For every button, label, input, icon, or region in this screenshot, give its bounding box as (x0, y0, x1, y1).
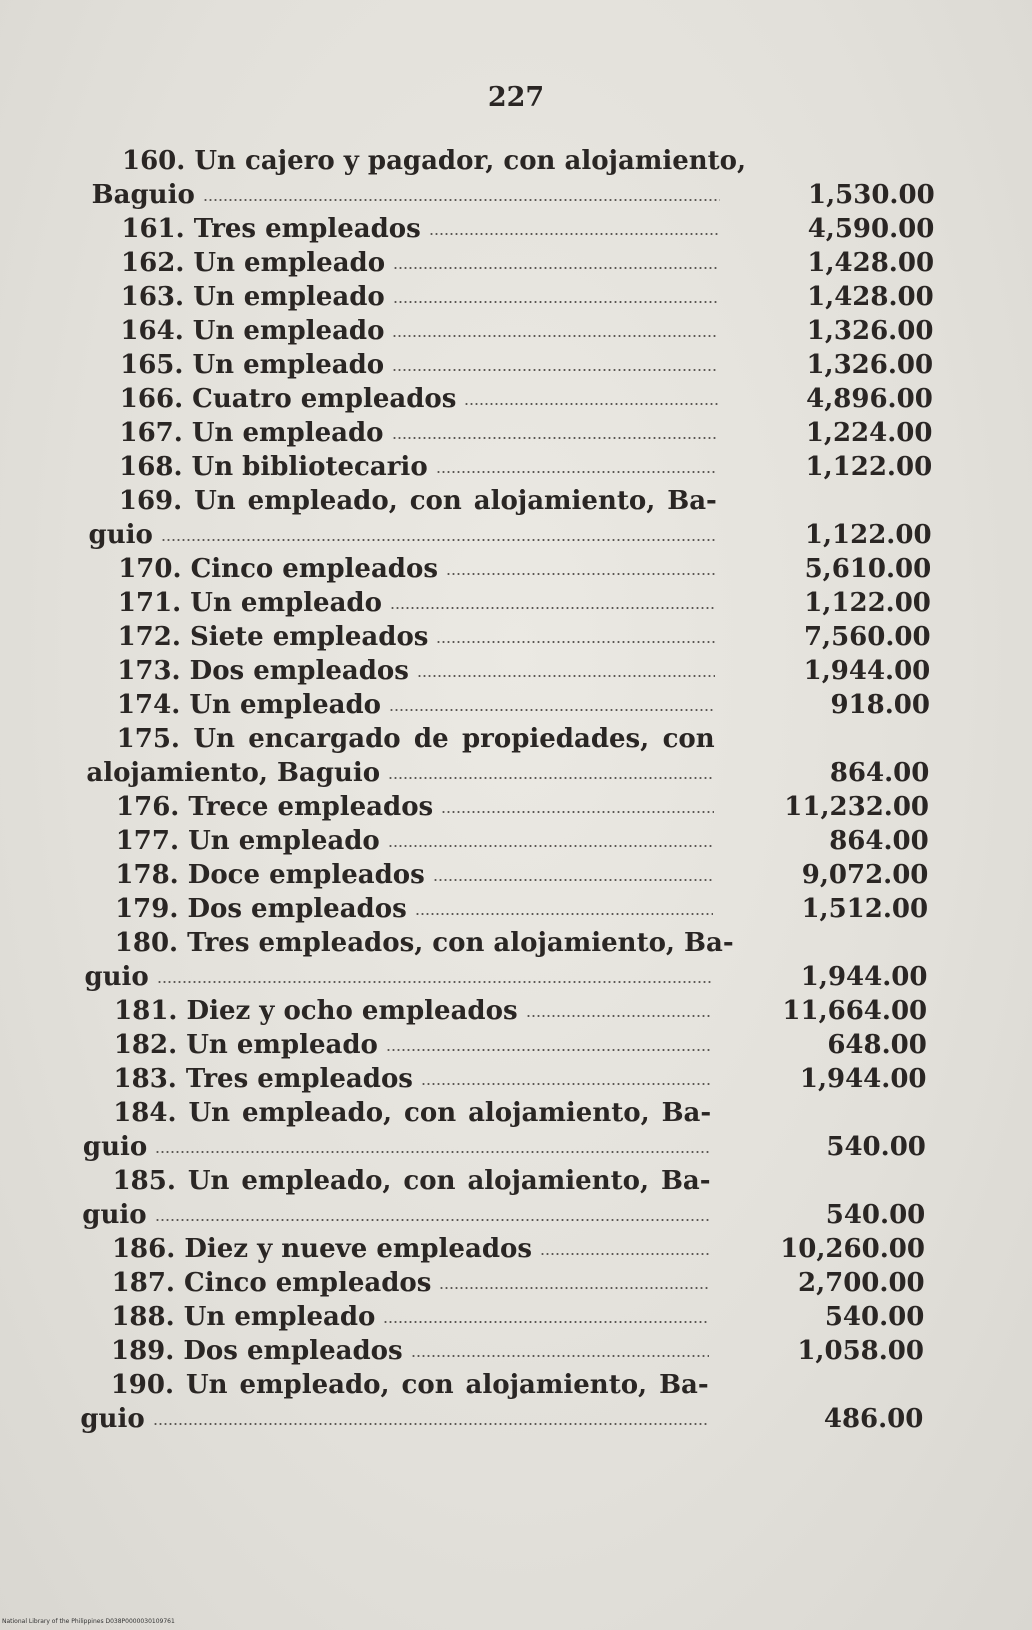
entry-text-line (111, 1334, 709, 1368)
entry-label: 185. Un empleado, con alojamiento, Ba- (112, 1166, 711, 1196)
entry-label: guio (80, 1404, 145, 1434)
entry-label: 165. Un empleado (120, 350, 385, 380)
entry-label: 188. Un empleado (111, 1302, 376, 1332)
entry-label: alojamiento, Baguio (86, 758, 381, 788)
entry-text-line (116, 790, 714, 824)
entry-amount: 1,224.00 (805, 418, 933, 448)
entry-label: 184. Un empleado, con alojamiento, Ba- (113, 1098, 712, 1128)
entry-amount: 1,428.00 (807, 248, 935, 278)
dot-leader (155, 1219, 711, 1221)
entry-text-line (122, 144, 747, 178)
entry-label: 162. Un empleado (121, 248, 386, 278)
dot-leader (388, 845, 714, 847)
entry-text-line (113, 1164, 711, 1198)
dot-leader (436, 641, 715, 643)
dot-leader (383, 1321, 709, 1323)
dot-leader (436, 471, 718, 473)
entry-label: Baguio (91, 180, 195, 210)
entry-text-line (114, 994, 712, 1028)
dot-leader (526, 1015, 713, 1017)
entry-text-line (84, 960, 712, 994)
dot-leader (441, 811, 714, 813)
entry-text-line (117, 654, 715, 688)
entry-amount: 1,944.00 (800, 962, 928, 992)
entry-label: 170. Cinco empleados (118, 554, 438, 584)
entry-label: 175. Un encargado de propiedades, con (116, 724, 715, 754)
dot-leader (392, 369, 718, 371)
entry-label: 160. Un cajero y pagador, con alojamiento, (122, 146, 747, 176)
dot-leader (390, 607, 716, 609)
entry-label: 176. Trece empleados (116, 792, 434, 822)
entry-text-line (118, 552, 716, 586)
entry-text-line (119, 416, 717, 450)
entry-text-line (116, 824, 714, 858)
entry-label: 168. Un bibliotecario (119, 452, 428, 482)
entry-amount: 10,260.00 (780, 1234, 925, 1264)
entry-text-line (120, 348, 718, 382)
dot-leader (393, 267, 719, 269)
dot-leader (464, 403, 717, 405)
dot-leader (386, 1049, 712, 1051)
entry-label: 169. Un empleado, con alojamiento, Ba- (118, 486, 717, 516)
entry-amount: 1,122.00 (804, 588, 931, 618)
entry-amount: 4,896.00 (806, 384, 933, 414)
entry-text-line (115, 892, 713, 926)
dot-leader (429, 233, 720, 235)
entry-amount: 1,944.00 (799, 1064, 927, 1094)
entry-label: guio (82, 1132, 148, 1162)
entry-label: 187. Cinco empleados (111, 1268, 432, 1298)
dot-leader (433, 879, 714, 881)
dot-leader (439, 1287, 709, 1289)
entry-text-line (119, 450, 717, 484)
entry-label: 161. Tres empleados (121, 214, 421, 244)
dot-leader (388, 777, 714, 779)
entry-amount: 486.00 (823, 1404, 924, 1434)
entry-label: 174. Un empleado (116, 690, 381, 720)
entry-amount: 1,944.00 (803, 656, 931, 686)
entry-label: 186. Diez y nueve empleados (111, 1234, 532, 1264)
entry-text-line (89, 518, 717, 552)
entry-label: 164. Un empleado (120, 316, 385, 346)
entry-text-line (114, 1028, 712, 1062)
dot-leader (540, 1253, 710, 1255)
dot-leader (157, 981, 713, 983)
entry-text-line (113, 1096, 711, 1130)
entry-text-line (92, 178, 720, 212)
entry-amount: 1,058.00 (797, 1336, 924, 1366)
dot-leader (203, 199, 720, 201)
page-number: 227 (487, 82, 545, 113)
entry-text-line (120, 314, 718, 348)
footer-note: National Library of the Philippines D038P0000030109761 (2, 1618, 175, 1625)
entry-label: 163. Un empleado (120, 282, 385, 312)
entry-amount: 540.00 (825, 1200, 926, 1230)
entry-amount: 1,326.00 (806, 350, 934, 380)
dot-leader (389, 709, 715, 711)
entry-amount: 1,326.00 (806, 316, 934, 346)
entry-label: 167. Un empleado (119, 418, 384, 448)
entry-amount: 1,428.00 (807, 282, 934, 312)
entry-amount: 918.00 (830, 690, 930, 720)
dot-leader (392, 335, 718, 337)
dot-leader (415, 913, 713, 915)
entry-text-line (114, 1062, 712, 1096)
dot-leader (153, 1423, 709, 1425)
entry-label: guio (82, 1200, 147, 1230)
entry-text-line (115, 858, 713, 892)
entry-label: 190. Un empleado, con alojamiento, Ba- (110, 1370, 709, 1400)
entry-text-line (80, 1402, 708, 1436)
entry-label: 178. Doce empleados (115, 860, 425, 890)
entry-amount: 864.00 (829, 758, 930, 788)
entry-amount: 1,122.00 (804, 520, 932, 550)
entry-text-line (111, 1300, 709, 1334)
entry-amount: 540.00 (826, 1132, 926, 1162)
entry-text-line (120, 382, 718, 416)
entry-amount: 11,664.00 (782, 996, 928, 1026)
entry-text-line (121, 212, 719, 246)
entry-label: 182. Un empleado (113, 1030, 378, 1060)
dot-leader (411, 1355, 709, 1357)
dot-leader (417, 675, 715, 677)
entry-text-line (118, 620, 716, 654)
entry-text-line (111, 1368, 709, 1402)
entry-amount: 11,232.00 (784, 792, 930, 822)
entry-amount: 1,530.00 (808, 180, 935, 210)
entry-amount: 1,122.00 (805, 452, 933, 482)
entry-amount: 648.00 (827, 1030, 927, 1060)
entry-amount: 5,610.00 (804, 554, 932, 584)
dot-leader (421, 1083, 712, 1085)
entry-text-line (112, 1232, 710, 1266)
entry-amount: 1,512.00 (801, 894, 929, 924)
entry-text-line (86, 756, 714, 790)
entry-amount: 4,590.00 (807, 214, 935, 244)
entry-text-line (119, 484, 717, 518)
entry-text-line (114, 926, 734, 960)
entry-label: 171. Un empleado (117, 588, 382, 618)
entry-label: guio (88, 520, 153, 550)
dot-leader (393, 301, 719, 303)
entry-text-line (117, 722, 715, 756)
entry-text-line (121, 246, 719, 280)
entry-text-line (82, 1198, 710, 1232)
entry-text-line (112, 1266, 710, 1300)
dot-leader (446, 573, 716, 575)
entry-label: 166. Cuatro empleados (119, 384, 457, 414)
entry-text-line (117, 688, 715, 722)
dot-leader (155, 1151, 711, 1153)
entry-label: 189. Dos empleados (111, 1336, 403, 1366)
entry-label: 181. Diez y ocho empleados (114, 996, 518, 1026)
entry-text-line (121, 280, 719, 314)
entry-label: guio (84, 962, 149, 992)
entry-label: 183. Tres empleados (113, 1064, 413, 1094)
entry-amount: 7,560.00 (803, 622, 931, 652)
entry-label: 173. Dos empleados (117, 656, 409, 686)
dot-leader (161, 539, 717, 541)
entry-text-line (118, 586, 716, 620)
entry-amount: 9,072.00 (801, 860, 929, 890)
entry-amount: 540.00 (824, 1302, 925, 1332)
entry-label: 180. Tres empleados, con alojamiento, Ba- (114, 928, 734, 958)
entry-amount: 2,700.00 (797, 1268, 925, 1298)
entry-amount: 864.00 (829, 826, 929, 856)
entry-label: 172. Siete empleados (117, 622, 429, 652)
dot-leader (392, 437, 718, 439)
entry-text-line (83, 1130, 711, 1164)
entry-label: 179. Dos empleados (115, 894, 407, 924)
entry-label: 177. Un empleado (115, 826, 380, 856)
